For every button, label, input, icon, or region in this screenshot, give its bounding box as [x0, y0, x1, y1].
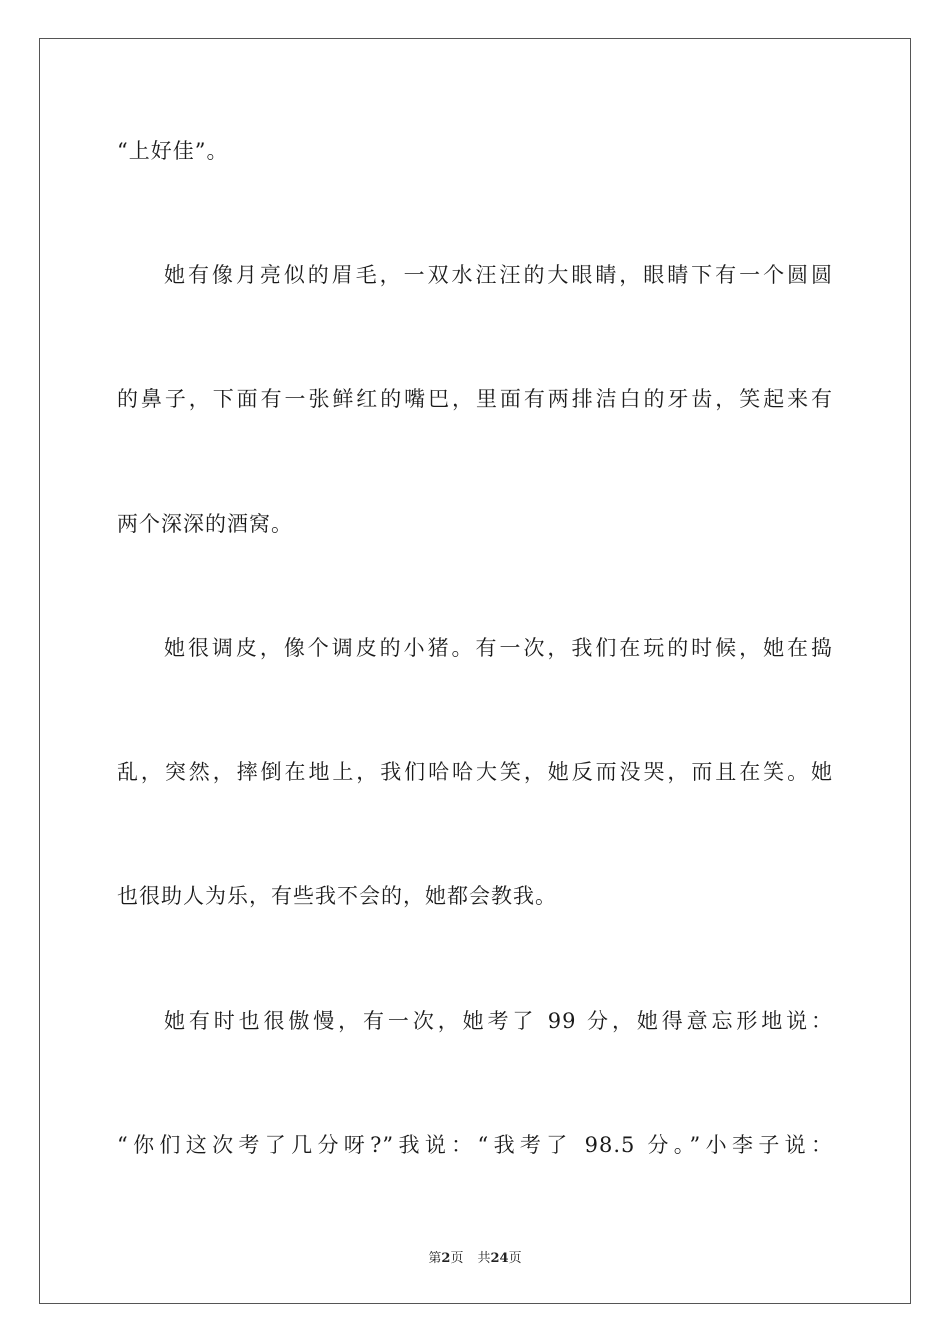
- text-line-6: 乱，突然，摔倒在地上，我们哈哈大笑，她反而没哭，而且在笑。她: [117, 760, 833, 784]
- page-border: [39, 38, 911, 1304]
- page-footer: [0, 1247, 950, 1266]
- text-line-1: “上好佳”。: [117, 139, 229, 163]
- text-line-2: 她有像月亮似的眉毛，一双水汪汪的大眼睛，眼睛下有一个圆圆: [164, 263, 833, 287]
- footer-page-current: 2: [441, 1251, 451, 1266]
- footer-page-suffix: 页: [450, 1251, 464, 1266]
- footer-page-total: 24: [490, 1251, 509, 1266]
- text-line-5: 她很调皮，像个调皮的小猪。有一次，我们在玩的时候，她在捣: [164, 636, 833, 660]
- footer-page-prefix: 第: [428, 1251, 442, 1266]
- footer-total-suffix: 页: [508, 1251, 522, 1266]
- footer-total-prefix: 共: [477, 1251, 491, 1266]
- text-line-7: 也很助人为乐，有些我不会的，她都会教我。: [117, 884, 557, 908]
- text-line-9: “你们这次考了几分呀?”我说：“我考了 98.5 分。”小李子说：: [117, 1133, 833, 1157]
- text-line-4: 两个深深的酒窝。: [117, 512, 293, 536]
- text-line-8: 她有时也很傲慢，有一次，她考了 99 分，她得意忘形地说：: [164, 1009, 833, 1033]
- text-line-3: 的鼻子，下面有一张鲜红的嘴巴，里面有两排洁白的牙齿，笑起来有: [117, 387, 833, 411]
